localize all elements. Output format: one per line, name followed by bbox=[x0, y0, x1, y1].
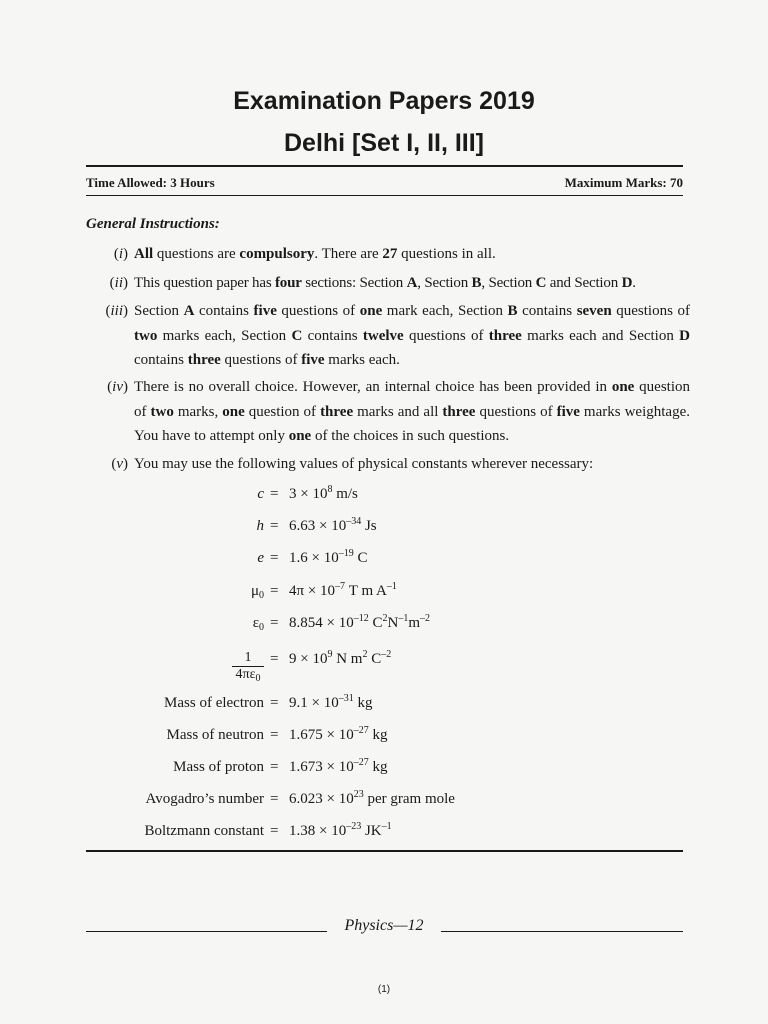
instruction-text: Section A contains five questions of one mark each, Section B contains seven questions of two marks each, Section C contains twelve questions of three marks each and Section D contains three questions of five marks each. bbox=[134, 303, 691, 368]
constant-value: $3 \times 10^8$ m/s bbox=[289, 484, 358, 502]
constant-value: $6.63 \times 10^{-34}$ Js bbox=[289, 516, 377, 534]
constant-symbol: h bbox=[256, 518, 264, 534]
constant-row: Mass of proton = $1.673 \times 10^{-27}$ kg bbox=[173, 757, 388, 775]
constant-symbol: e bbox=[257, 550, 264, 566]
constant-row: $\varepsilon_0$ = $8.854 \times 10^{-12}$ $C^2N^{-1}m^{-2}$ bbox=[252, 613, 430, 633]
instruction-item: (v) You may use the following values of physical constants wherever necessary: bbox=[90, 452, 690, 477]
instruction-item: (ii) This question paper has four sections: Section A, Section B, Section C and Section D. bbox=[90, 271, 690, 296]
instruction-number: iv bbox=[112, 379, 123, 395]
instruction-item: (iv) There is no overall choice. However, an internal choice has been provided in one question of two marks, one question of three marks and all three questions of five marks weightage. You have to attempt only one of the choices in such questions. bbox=[90, 375, 690, 449]
header-rule-bottom bbox=[86, 195, 683, 196]
constant-label: Mass of proton bbox=[173, 759, 264, 775]
page-subtitle: Delhi [Set I, II, III] bbox=[283, 129, 485, 157]
constant-value: $1.675 \times 10^{-27}$ kg bbox=[289, 725, 388, 743]
constant-value: $1.38 \times 10^{-23}$ $JK^{-1}$ bbox=[289, 821, 392, 839]
constant-label: Boltzmann constant bbox=[144, 823, 264, 839]
instruction-text: You may use the following values of physical constants wherever necessary: bbox=[134, 456, 594, 472]
constant-symbol: c bbox=[257, 486, 264, 502]
header-rule-top bbox=[86, 165, 683, 167]
instruction-number: iii bbox=[110, 303, 123, 319]
constant-value: $6.023 \times 10^{23}$ per gram mole bbox=[289, 789, 455, 807]
fraction-symbol: $\frac{1}{4\pi\varepsilon_0}$ bbox=[232, 650, 264, 683]
page-number: (1) bbox=[377, 984, 391, 995]
section-divider bbox=[86, 850, 683, 852]
constant-symbol: $\varepsilon_0$ bbox=[252, 615, 264, 633]
instruction-text: All questions are compulsory. There are 27 questions in all. bbox=[134, 246, 496, 262]
book-title: Physics—12 bbox=[344, 917, 424, 934]
max-marks: Maximum Marks: 70 bbox=[564, 175, 683, 190]
instruction-number: ii bbox=[114, 275, 123, 291]
constant-row: c = $3 \times 10^8$ m/s bbox=[257, 484, 358, 502]
page-title: Examination Papers 2019 bbox=[233, 87, 535, 115]
instructions-heading: General Instructions: bbox=[86, 216, 220, 232]
instruction-text: This question paper has four sections: Section A, Section B, Section C and Section D. bbox=[134, 275, 636, 291]
constant-label: Mass of neutron bbox=[166, 727, 264, 743]
constant-value: $8.854 \times 10^{-12}$ $C^2N^{-1}m^{-2}$ bbox=[289, 613, 430, 631]
constant-label: Mass of electron bbox=[164, 695, 264, 711]
constant-value: $1.6 \times 10^{-19}$ C bbox=[289, 548, 368, 566]
constant-row: Mass of neutron = $1.675 \times 10^{-27}$ kg bbox=[166, 725, 388, 743]
constant-row: e = $1.6 \times 10^{-19}$ C bbox=[257, 548, 368, 566]
time-allowed: Time Allowed: 3 Hours bbox=[86, 175, 215, 190]
constant-value: $9 \times 10^9$ N $m^2$ $C^{-2}$ bbox=[289, 649, 392, 667]
instruction-number: v bbox=[116, 456, 123, 472]
constant-row: Boltzmann constant = $1.38 \times 10^{-23}$ $JK^{-1}$ bbox=[144, 821, 392, 839]
constant-value: $9.1 \times 10^{-31}$ kg bbox=[289, 693, 373, 711]
constant-value: $4\pi \times 10^{-7}$ T m $A^{-1}$ bbox=[289, 581, 397, 599]
instruction-item: (i) All questions are compulsory. There are 27 questions in all. bbox=[90, 242, 690, 267]
constant-label: Avogadro’s number bbox=[145, 791, 264, 807]
instruction-item: (iii) Section A contains five questions of one mark each, Section B contains seven questions of two marks each, Section C contains twelve questions of three marks each and Section D contains three questions of five marks each. bbox=[90, 299, 690, 373]
constant-row: = $9 \times 10^9$ N $m^2$ $C^{-2}$ bbox=[270, 649, 392, 667]
instruction-text: There is no overall choice. However, an internal choice has been provided in one question of two marks, one question of three marks and all three questions of five marks weightage. You have to attempt only one of the choices in such questions. bbox=[134, 379, 690, 444]
constant-row: $\mu_0$ = $4\pi \times 10^{-7}$ T m $A^{-1}$ bbox=[250, 581, 397, 601]
constant-value: $1.673 \times 10^{-27}$ kg bbox=[289, 757, 388, 775]
instruction-number: i bbox=[118, 246, 123, 262]
constant-row: h = $6.63 \times 10^{-34}$ Js bbox=[256, 516, 377, 534]
constant-symbol: $\mu_0$ bbox=[250, 583, 264, 601]
constant-row: Mass of electron = $9.1 \times 10^{-31}$ kg bbox=[164, 693, 373, 711]
constant-row: Avogadro’s number = $6.023 \times 10^{23}$ per gram mole bbox=[145, 789, 455, 807]
